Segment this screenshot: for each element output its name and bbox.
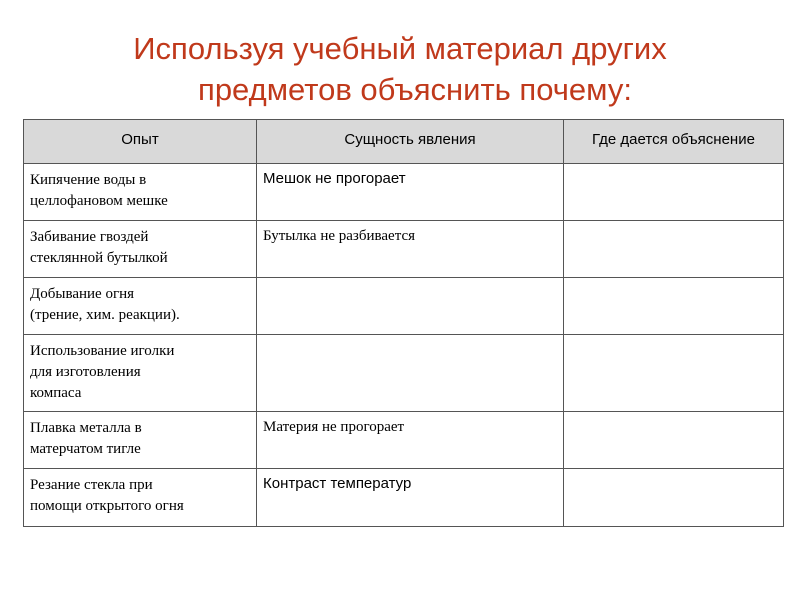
where-explained-cell <box>564 164 784 221</box>
slide-title-line-2: предметов объяснить почему: <box>198 72 632 107</box>
table-header-row <box>24 120 784 164</box>
header-experiment: Опыт <box>24 120 257 164</box>
table-row <box>24 278 784 335</box>
slide-title <box>0 28 800 110</box>
table-row <box>24 164 784 221</box>
experiment-cell: Резание стекла при помощи открытого огня <box>24 469 257 527</box>
where-explained-cell <box>564 335 784 412</box>
where-explained-cell <box>564 469 784 527</box>
essence-cell: Контраст температур <box>257 469 564 527</box>
experiments-table <box>23 119 784 527</box>
where-explained-cell <box>564 278 784 335</box>
essence-cell: Мешок не прогорает <box>257 164 564 221</box>
where-explained-cell <box>564 221 784 278</box>
essence-cell <box>257 278 564 335</box>
essence-cell: Материя не прогорает <box>257 412 564 469</box>
table-row <box>24 469 784 527</box>
essence-cell: Бутылка не разбивается <box>257 221 564 278</box>
table-row <box>24 335 784 412</box>
where-explained-cell <box>564 412 784 469</box>
table-row <box>24 221 784 278</box>
essence-cell <box>257 335 564 412</box>
slide-title-line-1: Используя учебный материал других <box>133 31 667 66</box>
header-where-explained: Где дается объяснение <box>564 120 784 164</box>
experiment-cell: Добывание огня (трение, хим. реакции). <box>24 278 257 335</box>
table-row <box>24 412 784 469</box>
header-essence: Сущность явления <box>257 120 564 164</box>
experiment-cell: Использование иголки для изготовления компаса <box>24 335 257 412</box>
experiment-cell: Кипячение воды в целлофановом мешке <box>24 164 257 221</box>
experiment-cell: Забивание гвоздей стеклянной бутылкой <box>24 221 257 278</box>
experiment-cell: Плавка металла в матерчатом тигле <box>24 412 257 469</box>
